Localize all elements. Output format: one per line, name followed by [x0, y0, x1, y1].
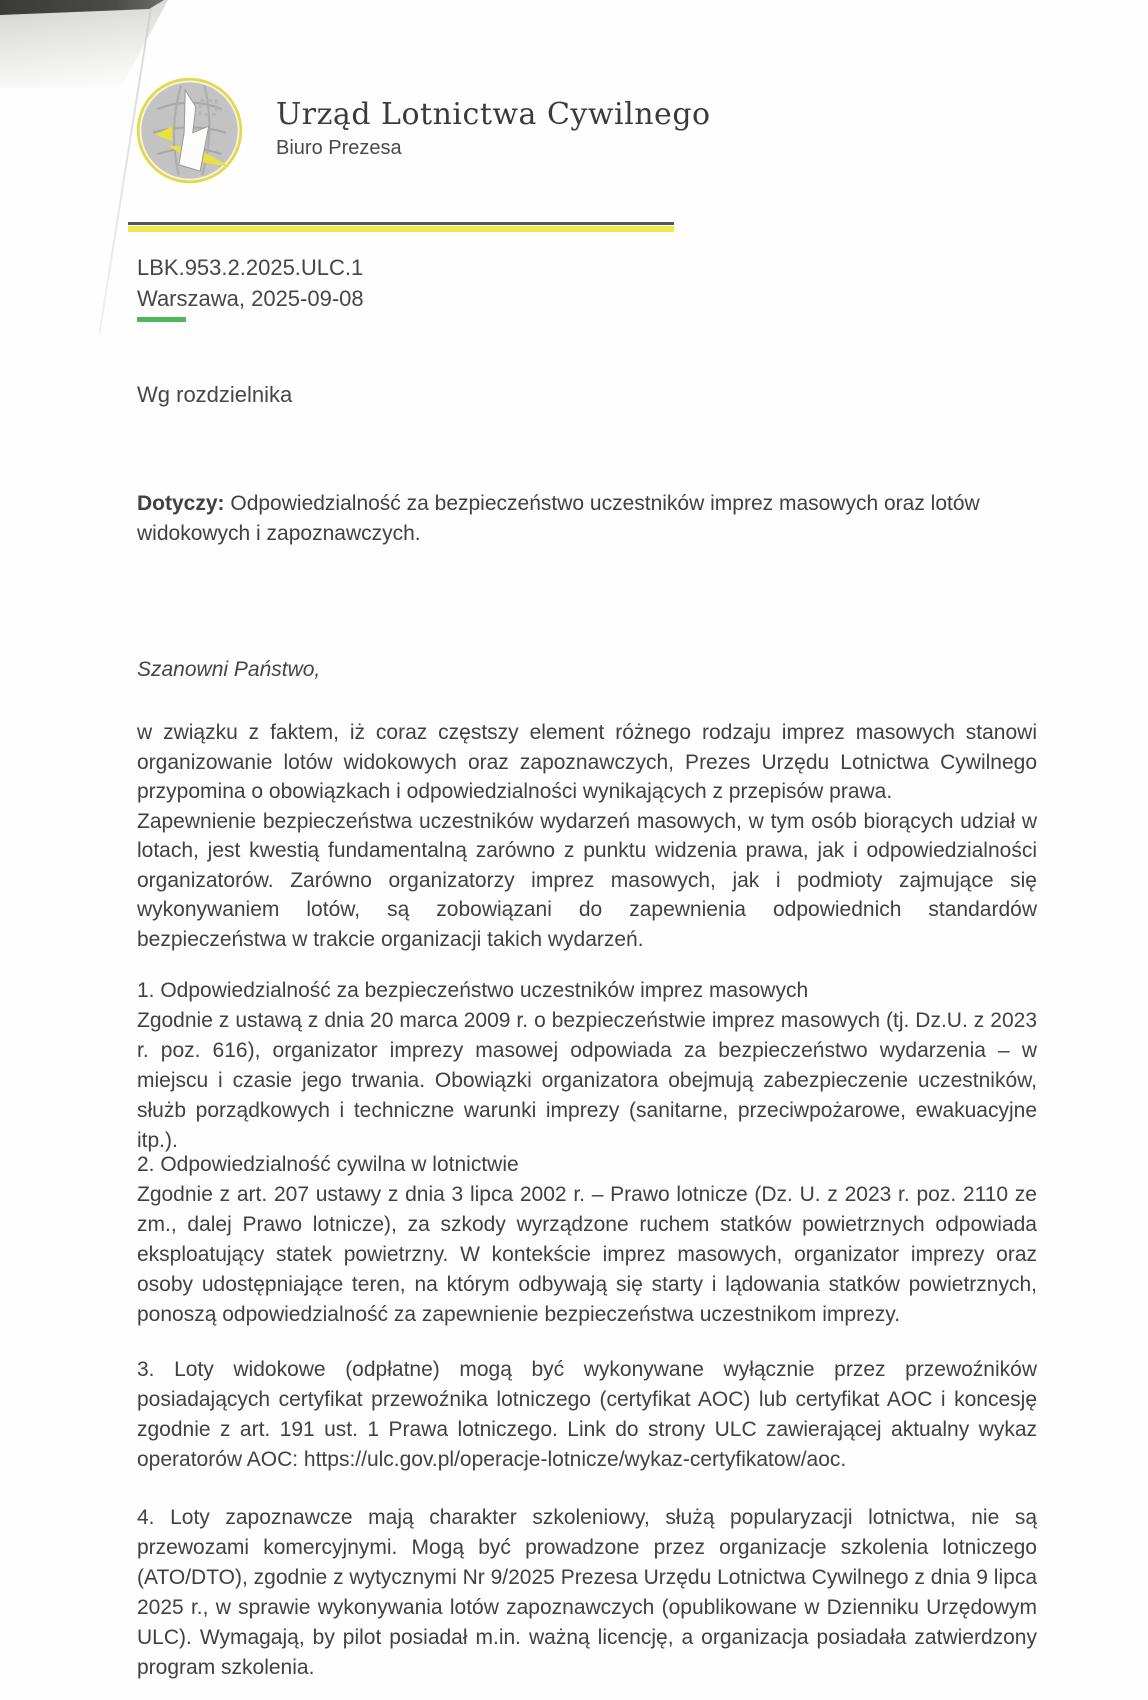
section-3-sightseeing-flights	[137, 1355, 1037, 1475]
salutation: Szanowni Państwo,	[137, 658, 321, 681]
divider-gray-line	[128, 222, 674, 225]
reference-block	[137, 252, 364, 314]
office-name: Biuro Prezesa	[276, 137, 402, 159]
subject-text: Odpowiedzialność za bezpieczeństwo uczestników imprez masowych oraz lotów widokowych i zapoznawczych.	[137, 492, 980, 545]
section-4-introductory-flights	[137, 1503, 1037, 1683]
intro-paragraphs	[137, 718, 1037, 954]
letterhead	[276, 97, 711, 161]
section-body: Zgodnie z ustawą z dnia 20 marca 2009 r. o bezpieczeństwie imprez masowych (tj. Dz.U. z 2023 r. poz. 616), organizator imprezy masowej odpowiada za bezpieczeństwo wydarzenia – w miejscu i czasie jego trwania. Obowiązki organizatora obejmują zabezpieczenie uczestników, służb porządkowych i techniczne warunki imprezy (sanitarne, przeciwpożarowe, ewakuacyjne itp.).	[137, 1009, 1037, 1152]
ulc-airplane-globe-logo-icon	[136, 77, 243, 184]
section-1-mass-event-responsibility	[137, 976, 1037, 1156]
subject-line	[137, 489, 1037, 549]
ulc-logo-graphic	[136, 77, 243, 184]
organization-name: Urząd Lotnictwa Cywilnego	[276, 97, 711, 132]
section-2-civil-liability	[137, 1150, 1037, 1330]
paragraph: w związku z faktem, iż coraz częstszy element różnego rodzaju imprez masowych stanowi organizowanie lotów widokowych oraz zapoznawczych, Prezes Urzędu Lotnictwa Cywilnego przypomina o obowiązkach i odpowiedzialności wynikających z przepisów prawa.	[137, 721, 1037, 803]
section-heading: 1. Odpowiedzialność za bezpieczeństwo uczestników imprez masowych	[137, 979, 809, 1002]
reference-number: LBK.953.2.2025.ULC.1	[137, 255, 364, 280]
place-and-date: Warszawa, 2025-09-08	[137, 286, 364, 311]
paragraph: Zapewnienie bezpieczeństwa uczestników wydarzeń masowych, w tym osób biorących udział w lotach, jest kwestią fundamentalną zarówno z punktu widzenia prawa, jak i odpowiedzialności organizatorów. Zarówno organizatorzy imprez masowych, jak i podmioty zajmujące się wykonywaniem lotów, są zobowiązani do zapewnienia odpowiednich standardów bezpieczeństwa w trakcie organizacji takich wydarzeń.	[137, 809, 1037, 951]
distribution-note: Wg rozdzielnika	[137, 382, 293, 407]
section-body: 4. Loty zapoznawcze mają charakter szkoleniowy, służą popularyzacji lotnictwa, nie są przewozami komercyjnymi. Mogą być prowadzone przez organizacje szkolenia lotniczego (ATO/DTO), zgodnie z wytycznymi Nr 9/2025 Prezesa Urzędu Lotnictwa Cywilnego z dnia 9 lipca 2025 r., w sprawie wykonywania lotów zapoznawczych (opublikowane w Dzienniku Urzędowym ULC). Wymagają, by pilot posiadał m.in. ważną licencję, a organizacja posiadała zatwierdzony program szkolenia.	[137, 1506, 1037, 1679]
green-highlight-mark	[137, 317, 186, 322]
divider-yellow-line	[128, 226, 674, 232]
section-body: 3. Loty widokowe (odpłatne) mogą być wykonywane wyłącznie przez przewoźników posiadających certyfikat przewoźnika lotniczego (certyfikat AOC) lub certyfikat AOC i koncesję zgodnie z art. 191 ust. 1 Prawa lotniczego. Link do strony ULC zawierającej aktualny wykaz operatorów AOC: https://ulc.gov.pl/operacje-lotnicze/wykaz-certyfikatow/aoc.	[137, 1358, 1037, 1471]
letterhead-divider	[128, 222, 674, 232]
subject-label: Dotyczy:	[137, 492, 225, 515]
section-body: Zgodnie z art. 207 ustawy z dnia 3 lipca 2002 r. – Prawo lotnicze (Dz. U. z 2023 r. poz. 2110 ze zm., dalej Prawo lotnicze), za szkody wyrządzone ruchem statków powietrznych odpowiada eksploatujący statek powietrzny. W kontekście imprez masowych, organizator imprezy oraz osoby udostępniające teren, na którym odbywają się starty i lądowania statków powietrznych, ponoszą odpowiedzialność za zapewnienie bezpieczeństwa uczestnikom imprezy.	[137, 1183, 1037, 1326]
section-heading: 2. Odpowiedzialność cywilna w lotnictwie	[137, 1153, 519, 1176]
